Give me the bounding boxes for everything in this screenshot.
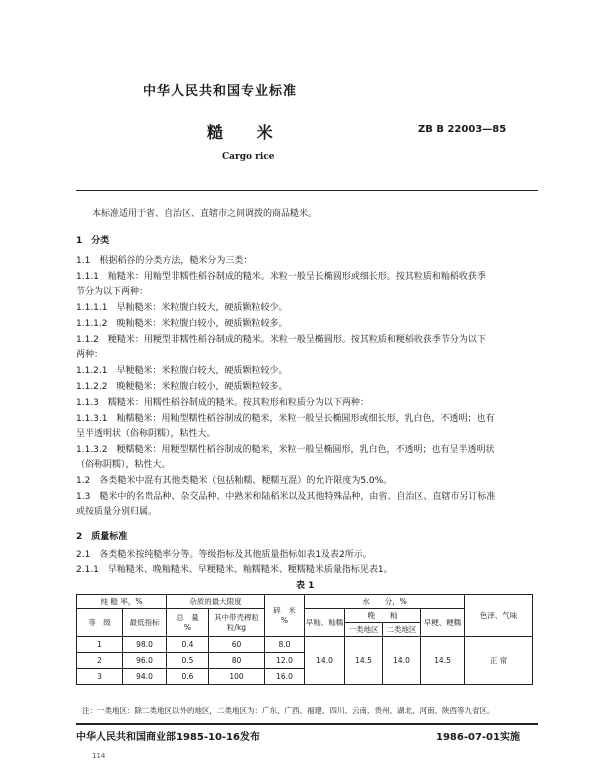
header-min: 最低指标 — [123, 609, 167, 637]
header-total: 总 量 % — [167, 609, 209, 637]
section-1-heading: 1 分类 — [76, 236, 110, 246]
header-early-indica: 早籼、籼糯 — [305, 609, 345, 637]
clause-1-1-1-2: 1.1.1.2 晚籼糙米：米粒腹白较小，硬质颗粒较多。 — [76, 319, 288, 329]
cell-min: 98.0 — [123, 637, 167, 653]
cell-paddy: 60 — [209, 637, 265, 653]
header-broken: 碎 米 % — [265, 595, 305, 637]
cell-moisture-zone1: 14.5 — [345, 637, 383, 685]
issuer-line: 中华人民共和国商业部1985-10-16发布 — [76, 732, 260, 743]
header-color: 色泽、气味 — [465, 595, 533, 637]
footer-rule — [76, 723, 538, 725]
section-2-heading: 2 质量标准 — [76, 532, 128, 542]
effective-date: 1986-07-01实施 — [436, 732, 520, 743]
header-impurity: 杂质的最大限度 — [167, 595, 265, 609]
header-paddy: 其中带壳稗粒 粒/kg — [209, 609, 265, 637]
clause-1-1-3-1-line1: 1.1.3.1 籼糯糙米：用籼型糯性稻谷制成的糙米，米粒一般呈长椭圆形或细长形，乳白色，不透明；也有 — [76, 414, 495, 424]
clause-1-1-2-line1: 1.1.2 粳糙米：用粳型非糯性稻谷制成的糙米。米粒一般呈椭圆形。按其粒质和粳稻收获季节分为以下 — [76, 335, 486, 345]
header-zone1: 一类地区 — [345, 623, 383, 637]
cell-moisture-early-indica: 14.0 — [305, 637, 345, 685]
clause-2-1-1: 2.1.1 早籼糙米、晚籼糙米、早粳糙米、籼糯糙米、粳糯糙米质量指标见表1。 — [76, 565, 393, 575]
header-zone2: 二类地区 — [383, 623, 421, 637]
header-japonica: 早粳、粳糯 — [421, 609, 465, 637]
clause-1-2: 1.2 各类糙米中混有其他类糙米（包括籼糯、粳糯互混）的允许限度为5.0%。 — [76, 476, 393, 486]
header-moisture: 水 分，% — [305, 595, 465, 609]
clause-1-1-3-2-line2: （俗称阴糯），粘性大。 — [76, 460, 171, 470]
cell-grade: 3 — [77, 669, 123, 685]
cell-grade: 1 — [77, 637, 123, 653]
standard-code: ZB B 22003—85 — [418, 124, 507, 135]
clause-1-1-3: 1.1.3 糯糙米：用糯性稻谷制成的糙米。按其粒形和粒质分为以下两种： — [76, 398, 369, 408]
clause-1-1-2-1: 1.1.2.1 早粳糙米：米粒腹白较大，硬质颗粒较少。 — [76, 366, 288, 376]
cell-total: 0.5 — [167, 653, 209, 669]
cell-paddy: 80 — [209, 653, 265, 669]
cell-total: 0.6 — [167, 669, 209, 685]
clause-1-1-2-2: 1.1.2.2 晚粳糙米：米粒腹白较小，硬质颗粒较多。 — [76, 382, 288, 392]
cell-color: 正 常 — [465, 637, 533, 685]
clause-1-1-2-line2: 两种： — [76, 350, 104, 360]
table-caption: 表 1 — [296, 581, 315, 591]
cell-min: 94.0 — [123, 669, 167, 685]
clause-1-1-1-1: 1.1.1.1 早籼糙米：米粒腹白较大，硬质颗粒较少。 — [76, 303, 288, 313]
header-rule — [76, 190, 538, 191]
page-number: 114 — [92, 752, 106, 760]
cell-grade: 2 — [77, 653, 123, 669]
standard-title: 中华人民共和国专业标准 — [143, 84, 298, 99]
header-late-indica: 晚 籼 — [345, 609, 421, 623]
clause-1-3-line1: 1.3 糙米中的名贵品种、杂交品种、中熟米和陆稻米以及其他特殊品种，由省、自治区、直辖市另订标准 — [76, 492, 496, 502]
table-note: 注：一类地区：除二类地区以外的地区，二类地区为：广东、广西、福建、四川、云南、贵州、湖北、河南、陕西等九省区。 — [82, 706, 495, 715]
clause-1-1: 1.1 根据稻谷的分类方法，糙米分为三类： — [76, 256, 253, 266]
clause-1-1-1-line2: 节分为以下两种： — [76, 287, 149, 297]
quality-table — [76, 594, 533, 685]
clause-1-1-1-line1: 1.1.1 籼糙米：用籼型非糯性稻谷制成的糙米。米粒一般呈长椭圆形或细长形。按其粒质和籼稻收获季 — [76, 272, 486, 282]
clause-1-3-line2: 或按质量分别归属。 — [76, 507, 158, 517]
cell-paddy: 100 — [209, 669, 265, 685]
clause-1-1-3-2-line1: 1.1.3.2 粳糯糙米：用粳型糯性稻谷制成的糙米，米粒一般呈椭圆形，乳白色，不透明；也有呈半透明状 — [76, 445, 495, 455]
cell-broken: 12.0 — [265, 653, 305, 669]
clause-1-1-3-1-line2: 呈半透明状（俗称阴糯），粘性大。 — [76, 429, 216, 439]
cell-moisture-zone2: 14.0 — [383, 637, 421, 685]
english-subtitle: Cargo rice — [222, 152, 275, 162]
table-row — [77, 637, 533, 653]
cell-broken: 16.0 — [265, 669, 305, 685]
cell-min: 96.0 — [123, 653, 167, 669]
document-title: 糙 米 — [207, 123, 287, 142]
header-grade: 等 级 — [77, 609, 123, 637]
cell-total: 0.4 — [167, 637, 209, 653]
intro-paragraph: 本标准适用于省、自治区、直辖市之间调拨的商品糙米。 — [92, 209, 318, 219]
header-purity: 纯 糙 率，% — [77, 595, 167, 609]
cell-broken: 8.0 — [265, 637, 305, 653]
clause-2-1: 2.1 各类糙米按纯糙率分等。等级指标及其他质量指标如表1及表2所示。 — [76, 550, 372, 560]
cell-moisture-japonica: 14.5 — [421, 637, 465, 685]
